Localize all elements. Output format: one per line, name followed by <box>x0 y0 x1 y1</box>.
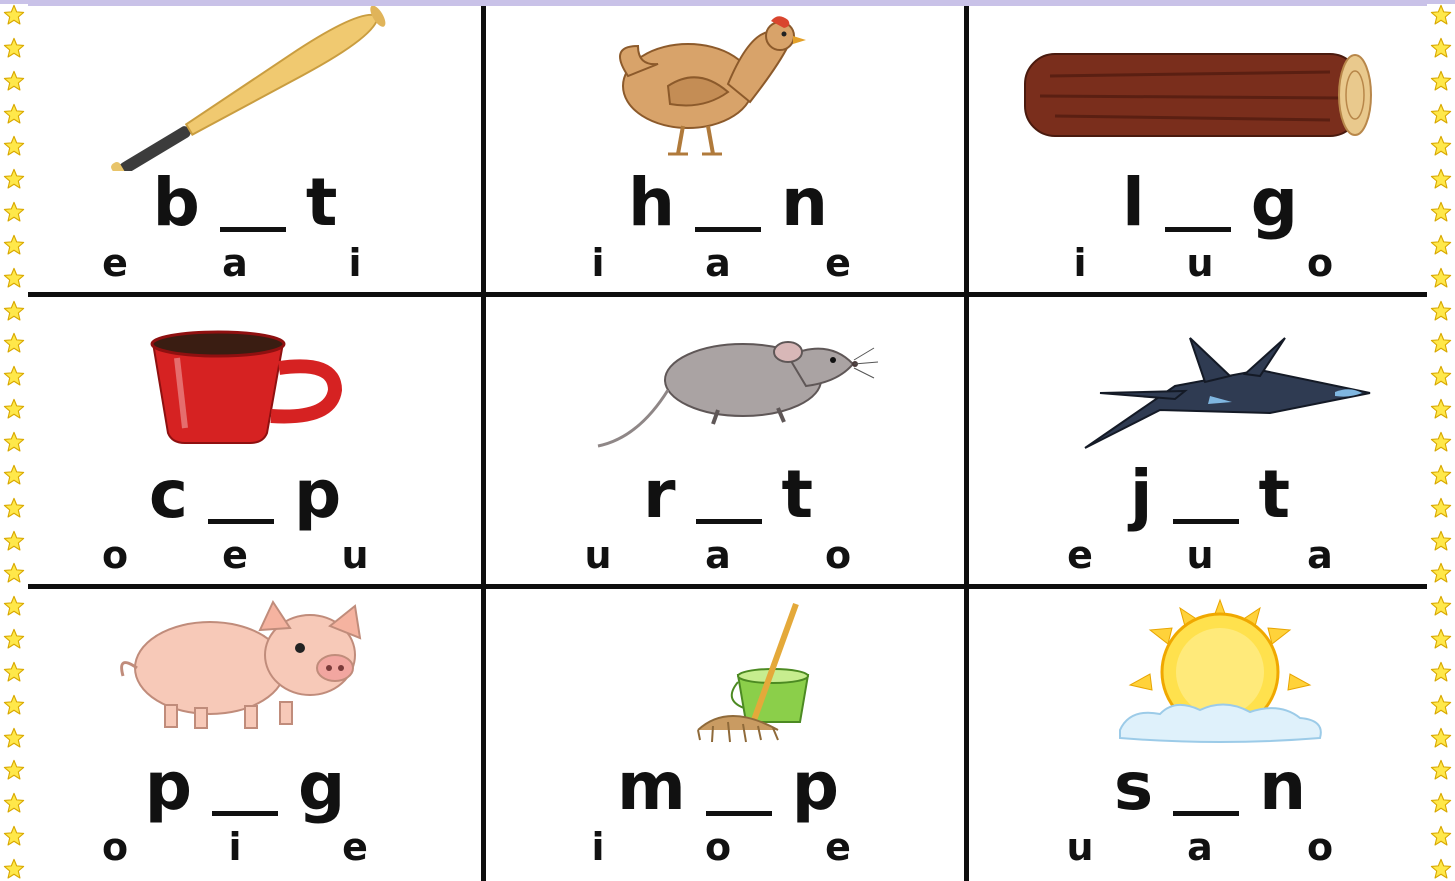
vowel-option[interactable]: o <box>101 533 129 577</box>
word-puzzle <box>970 164 1450 241</box>
vowel-options <box>85 241 385 285</box>
vowel-options <box>568 241 868 285</box>
star-icon <box>3 694 25 716</box>
vowel-option[interactable]: u <box>1186 241 1214 285</box>
vowel-option[interactable]: o <box>101 825 129 869</box>
last-letter: t <box>1258 456 1291 533</box>
word-puzzle <box>488 456 968 533</box>
star-icon <box>3 759 25 781</box>
rat-icon <box>488 298 968 463</box>
last-letter: g <box>298 748 346 825</box>
word-puzzle <box>5 164 485 241</box>
star-icon <box>1430 267 1452 289</box>
first-letter: s <box>1113 748 1154 825</box>
star-icon <box>1430 365 1452 387</box>
star-icon <box>3 562 25 584</box>
card-jet <box>970 298 1450 588</box>
star-icon <box>3 464 25 486</box>
star-icon <box>1430 135 1452 157</box>
star-icon <box>3 431 25 453</box>
vowel-option[interactable]: i <box>228 825 242 869</box>
star-icon <box>3 267 25 289</box>
missing-vowel-blank[interactable] <box>1173 519 1239 524</box>
star-icon <box>1430 792 1452 814</box>
missing-vowel-blank[interactable] <box>1173 811 1239 816</box>
star-icon <box>3 727 25 749</box>
vowel-option[interactable]: o <box>1306 241 1334 285</box>
star-icon <box>3 70 25 92</box>
star-icon <box>1430 530 1452 552</box>
star-icon <box>3 103 25 125</box>
last-letter: p <box>791 748 840 825</box>
first-letter: h <box>628 164 675 241</box>
vowel-options <box>568 533 868 577</box>
last-letter: t <box>305 164 338 241</box>
star-icon <box>3 497 25 519</box>
grid-divider-vertical <box>964 6 969 881</box>
vowel-options <box>85 825 385 869</box>
card-cup <box>5 298 485 588</box>
vowel-option[interactable]: o <box>1306 825 1334 869</box>
log-icon <box>970 6 1450 171</box>
vowel-option[interactable]: a <box>705 241 731 285</box>
word-puzzle <box>970 748 1450 825</box>
card-bat <box>5 6 485 296</box>
vowel-options <box>1050 241 1350 285</box>
star-icon <box>1430 37 1452 59</box>
word-puzzle <box>5 456 485 533</box>
sun-icon <box>970 590 1450 755</box>
star-icon <box>3 661 25 683</box>
last-letter: n <box>781 164 828 241</box>
star-icon <box>1430 464 1452 486</box>
card-mop <box>488 590 968 880</box>
last-letter: t <box>781 456 814 533</box>
star-icon <box>3 858 25 880</box>
star-icon <box>3 300 25 322</box>
vowel-option[interactable]: a <box>705 533 731 577</box>
vowel-option[interactable]: i <box>591 825 605 869</box>
first-letter: j <box>1129 456 1153 533</box>
vowel-option[interactable]: e <box>102 241 128 285</box>
card-grid <box>0 6 1455 881</box>
vowel-option[interactable]: u <box>1186 533 1214 577</box>
star-icon <box>1430 825 1452 847</box>
last-letter: n <box>1259 748 1307 825</box>
vowel-option[interactable]: i <box>348 241 362 285</box>
grid-divider-vertical <box>481 6 486 881</box>
missing-vowel-blank[interactable] <box>212 811 278 816</box>
missing-vowel-blank[interactable] <box>706 811 772 816</box>
vowel-options <box>85 533 385 577</box>
mop-icon <box>488 590 968 755</box>
missing-vowel-blank[interactable] <box>696 519 762 524</box>
card-pig <box>5 590 485 880</box>
first-letter: l <box>1122 164 1145 241</box>
star-icon <box>3 398 25 420</box>
star-icon <box>1430 727 1452 749</box>
card-hen <box>488 6 968 296</box>
vowel-option[interactable]: a <box>1187 825 1213 869</box>
vowel-option[interactable]: e <box>1067 533 1093 577</box>
first-letter: p <box>144 748 192 825</box>
first-letter: m <box>616 748 686 825</box>
vowel-options <box>1050 825 1350 869</box>
star-icon <box>1430 694 1452 716</box>
star-icon <box>1430 661 1452 683</box>
vowel-options <box>568 825 868 869</box>
star-icon <box>3 792 25 814</box>
grid-divider-horizontal <box>0 292 1455 297</box>
pig-icon <box>5 590 485 755</box>
vowel-option[interactable]: o <box>824 533 852 577</box>
star-icon <box>1430 168 1452 190</box>
word-puzzle <box>488 748 968 825</box>
word-puzzle <box>970 456 1450 533</box>
vowel-option[interactable]: i <box>1073 241 1087 285</box>
missing-vowel-blank[interactable] <box>220 227 286 232</box>
star-icon <box>3 234 25 256</box>
star-icon <box>1430 103 1452 125</box>
vowel-option[interactable]: a <box>1307 533 1333 577</box>
star-icon <box>3 135 25 157</box>
star-icon <box>3 37 25 59</box>
vowel-option[interactable]: u <box>1066 825 1094 869</box>
star-icon <box>3 825 25 847</box>
vowel-option[interactable]: e <box>342 825 368 869</box>
card-log <box>970 6 1450 296</box>
star-icon <box>3 595 25 617</box>
star-icon <box>3 201 25 223</box>
vowel-option[interactable]: e <box>825 241 851 285</box>
star-icon <box>1430 234 1452 256</box>
vowel-option[interactable]: o <box>704 825 732 869</box>
star-icon <box>3 332 25 354</box>
word-puzzle <box>488 164 968 241</box>
hen-icon <box>488 6 968 171</box>
star-icon <box>3 4 25 26</box>
last-letter: p <box>293 456 342 533</box>
baseball-bat-icon <box>5 6 485 171</box>
grid-divider-horizontal <box>0 584 1455 589</box>
card-sun <box>970 590 1450 880</box>
first-letter: c <box>148 456 188 533</box>
star-icon <box>1430 300 1452 322</box>
star-icon <box>3 530 25 552</box>
star-icon <box>1430 759 1452 781</box>
star-icon <box>1430 562 1452 584</box>
vowel-option[interactable]: e <box>825 825 851 869</box>
vowel-option[interactable]: u <box>584 533 612 577</box>
card-rat <box>488 298 968 588</box>
star-icon <box>1430 201 1452 223</box>
star-icon <box>1430 858 1452 880</box>
missing-vowel-blank[interactable] <box>1165 227 1231 232</box>
star-border-left <box>0 4 28 880</box>
star-icon <box>1430 595 1452 617</box>
first-letter: r <box>642 456 676 533</box>
star-icon <box>1430 497 1452 519</box>
vowel-options <box>1050 533 1350 577</box>
last-letter: g <box>1250 164 1298 241</box>
jet-icon <box>970 298 1450 463</box>
star-border-right <box>1427 4 1455 880</box>
star-icon <box>1430 4 1452 26</box>
star-icon <box>1430 628 1452 650</box>
vowel-option[interactable]: i <box>591 241 605 285</box>
star-icon <box>1430 70 1452 92</box>
missing-vowel-blank[interactable] <box>208 519 274 524</box>
vowel-option[interactable]: a <box>222 241 248 285</box>
vowel-option[interactable]: u <box>341 533 369 577</box>
missing-vowel-blank[interactable] <box>695 227 761 232</box>
word-puzzle <box>5 748 485 825</box>
star-icon <box>3 168 25 190</box>
star-icon <box>1430 431 1452 453</box>
cup-icon <box>5 298 485 463</box>
star-icon <box>1430 332 1452 354</box>
first-letter: b <box>152 164 200 241</box>
star-icon <box>3 628 25 650</box>
star-icon <box>1430 398 1452 420</box>
star-icon <box>3 365 25 387</box>
vowel-option[interactable]: e <box>222 533 248 577</box>
